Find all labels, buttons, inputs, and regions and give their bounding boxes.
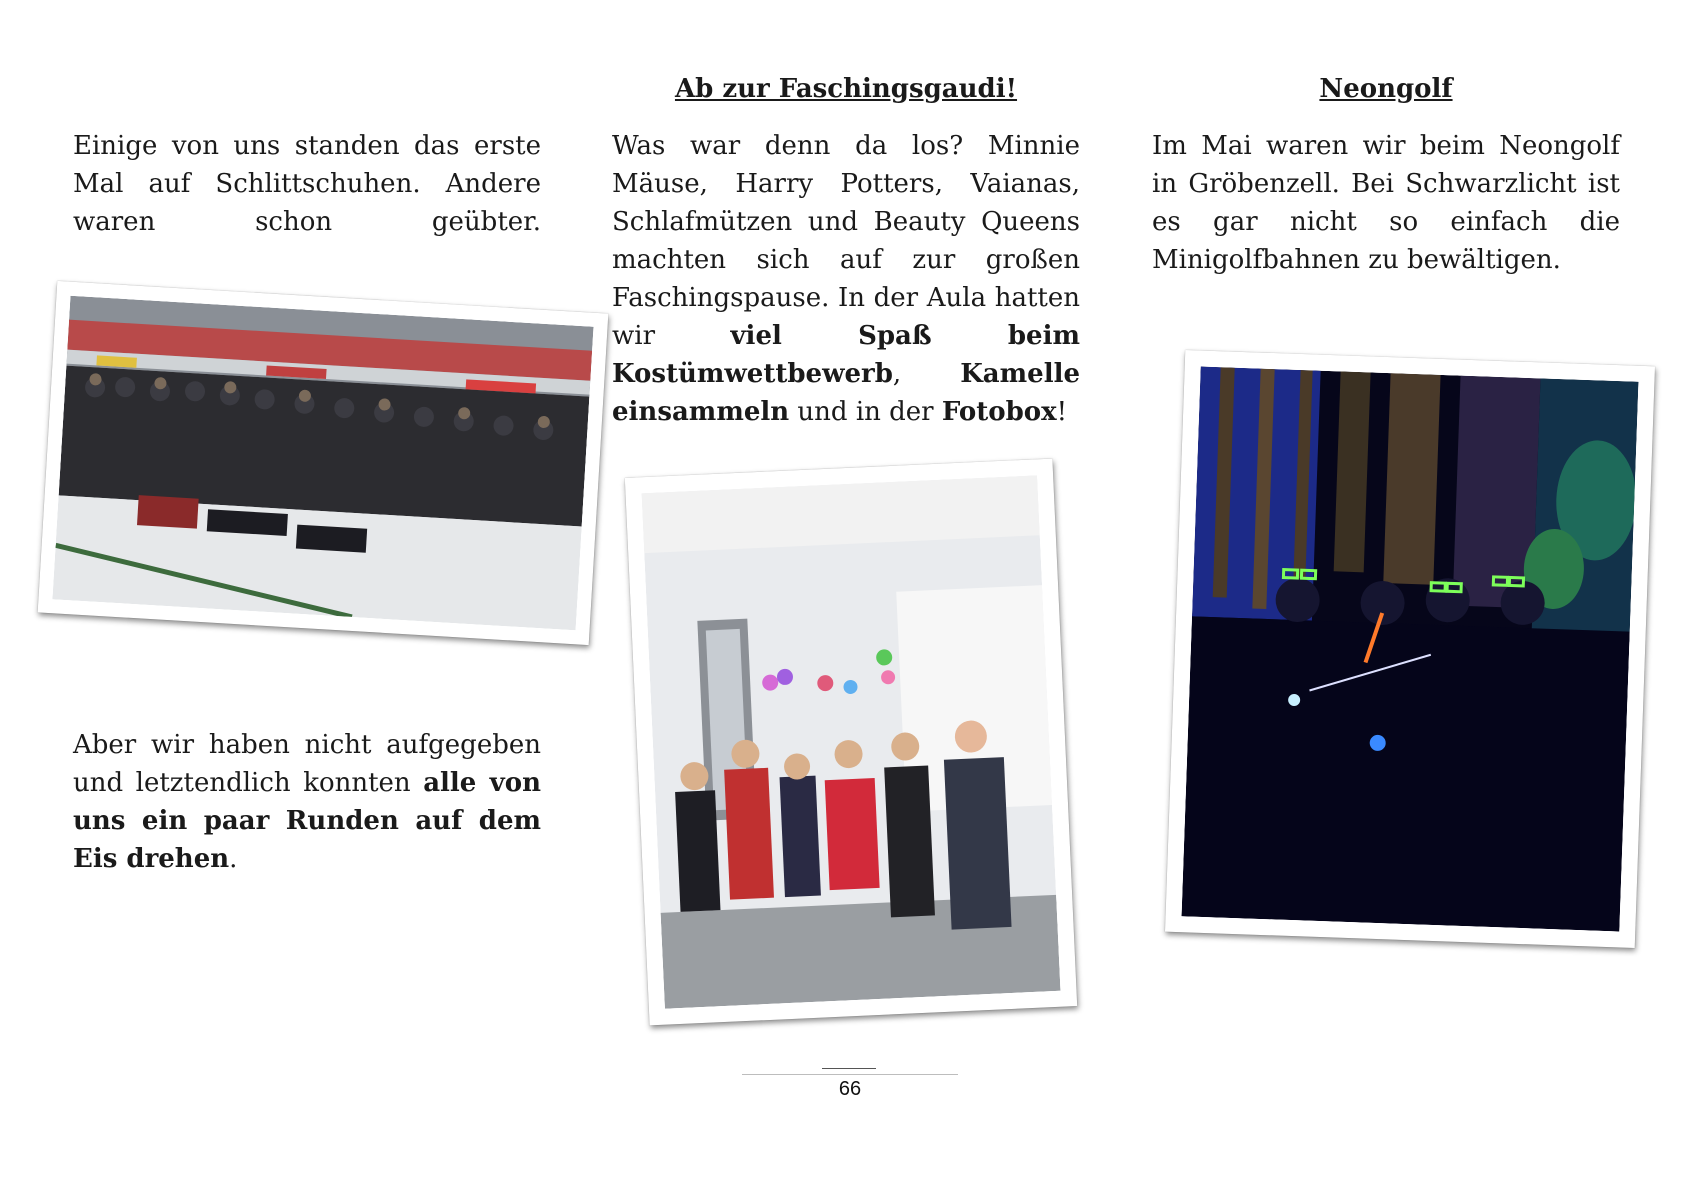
left-paragraph-1 — [73, 127, 541, 241]
left-paragraph-2-bold: alle von uns ein paar Runden auf dem Eis drehen — [73, 768, 542, 874]
page-number: 66 — [838, 1078, 862, 1100]
left-paragraph-2 — [73, 726, 541, 878]
middle-bold-2: Kamelle einsammeln — [612, 359, 1080, 427]
carnival-photo — [625, 459, 1077, 1026]
middle-heading-text: Ab zur Faschingsgaudi! — [674, 74, 1018, 104]
left-paragraph-1-text: Einige von uns standen das erste Mal auf Schlittschuhen. Andere waren schon geübter. — [73, 131, 541, 237]
right-text: Im Mai waren wir beim Neongolf in Gröbenzell. Bei Schwarzlicht ist es gar nicht so einfach die Minigolfbahnen zu bewältigen. — [1152, 131, 1620, 275]
middle-bold-3: Fotobox — [941, 397, 1057, 427]
middle-heading — [612, 74, 1080, 104]
middle-paragraph — [612, 127, 1080, 431]
neongolf-image — [1182, 367, 1639, 932]
carnival-image — [642, 475, 1061, 1008]
right-paragraph — [1152, 127, 1620, 279]
middle-sep-2: und in der — [789, 397, 942, 427]
right-heading — [1152, 74, 1620, 104]
left-paragraph-2-text: Aber wir haben nicht aufgegeben und letztendlich konnten — [73, 730, 541, 798]
middle-text: Was war denn da los? Minnie Mäuse, Harry Potters, Vaianas, Schlafmützen und Beauty Queens machten sich auf zur großen Faschingspause. In der Aula hatten wir — [612, 131, 1080, 351]
ice-rink-image — [52, 296, 593, 631]
left-paragraph-2-end: . — [229, 844, 238, 874]
middle-bold-1: viel Spaß beim Kostümwettbewerb — [612, 321, 1080, 389]
right-heading-text: Neongolf — [1319, 74, 1453, 104]
neongolf-photo — [1165, 350, 1655, 948]
footer-short-rule — [822, 1068, 876, 1069]
middle-end: ! — [1056, 397, 1068, 427]
middle-sep-1: , — [892, 359, 961, 389]
footer-rule — [742, 1074, 958, 1075]
ice-skating-photo — [38, 281, 609, 645]
